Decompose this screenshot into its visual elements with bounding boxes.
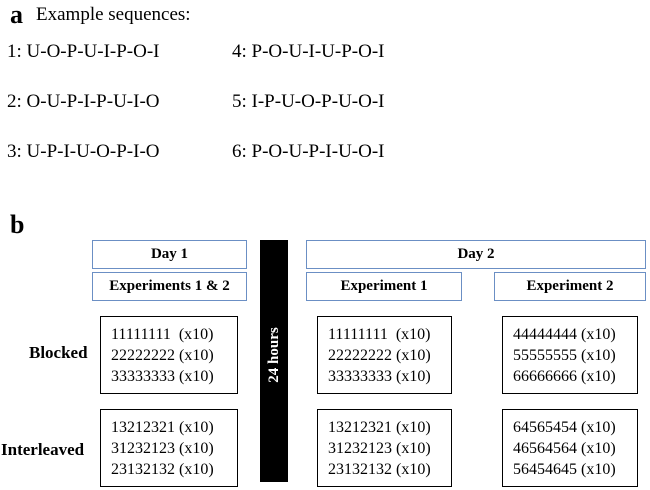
interleaved-exp2-box xyxy=(502,409,638,487)
interleaved-exp2-line-1: 64565454 (x10) xyxy=(513,418,616,436)
blocked-exp1-line-2: 22222222 (x10) xyxy=(328,346,431,364)
day2-header: Day 2 xyxy=(306,240,646,269)
row-label-blocked: Blocked xyxy=(29,343,88,362)
blocked-day1-line-3: 33333333 (x10) xyxy=(111,367,214,385)
interleaved-day1-box xyxy=(100,409,238,487)
blocked-exp2-line-2: 55555555 (x10) xyxy=(513,346,616,364)
sequence-3: 3: U-P-I-U-O-P-I-O xyxy=(7,141,160,162)
interleaved-exp2-line-3: 56454645 (x10) xyxy=(513,460,616,478)
interleaved-day1-line-1: 13212321 (x10) xyxy=(111,418,214,436)
panel-a-letter: a xyxy=(10,0,23,29)
sequence-1: 1: U-O-P-U-I-P-O-I xyxy=(7,41,160,62)
blocked-exp1-line-3: 33333333 (x10) xyxy=(328,367,431,385)
interleaved-day1-line-3: 23132132 (x10) xyxy=(111,460,214,478)
blocked-day1-line-2: 22222222 (x10) xyxy=(111,346,214,364)
interleaved-exp1-line-1: 13212321 (x10) xyxy=(328,418,431,436)
interleaved-exp1-line-3: 23132132 (x10) xyxy=(328,460,431,478)
blocked-exp1-line-1: 11111111 (x10) xyxy=(328,325,431,343)
sequence-6: 6: P-O-U-P-I-U-O-I xyxy=(232,141,385,162)
twenty-four-hour-label: 24 hours xyxy=(266,327,282,383)
interleaved-exp1-box xyxy=(317,409,452,487)
blocked-exp2-line-1: 44444444 (x10) xyxy=(513,325,616,343)
interleaved-day1-line-2: 31232123 (x10) xyxy=(111,439,214,457)
blocked-exp2-box xyxy=(502,316,638,394)
day1-header: Day 1 xyxy=(92,240,247,269)
experiment1-header: Experiment 1 xyxy=(306,272,462,301)
blocked-exp1-box xyxy=(317,316,452,394)
experiment2-header: Experiment 2 xyxy=(494,272,646,301)
blocked-exp2-line-3: 66666666 (x10) xyxy=(513,367,616,385)
interleaved-exp2-line-2: 46564564 (x10) xyxy=(513,439,616,457)
row-label-interleaved: Interleaved xyxy=(1,440,85,459)
day1-experiments-header: Experiments 1 & 2 xyxy=(92,272,247,301)
blocked-day1-box xyxy=(100,316,238,394)
interleaved-exp1-line-2: 31232123 (x10) xyxy=(328,439,431,457)
sequence-4: 4: P-O-U-I-U-P-O-I xyxy=(232,41,385,62)
panel-a-title: Example sequences: xyxy=(36,4,191,25)
sequence-2: 2: O-U-P-I-P-U-I-O xyxy=(7,91,160,112)
panel-b-letter: b xyxy=(10,210,25,239)
sequence-5: 5: I-P-U-O-P-U-O-I xyxy=(232,91,385,112)
blocked-day1-line-1: 11111111 (x10) xyxy=(111,325,214,343)
